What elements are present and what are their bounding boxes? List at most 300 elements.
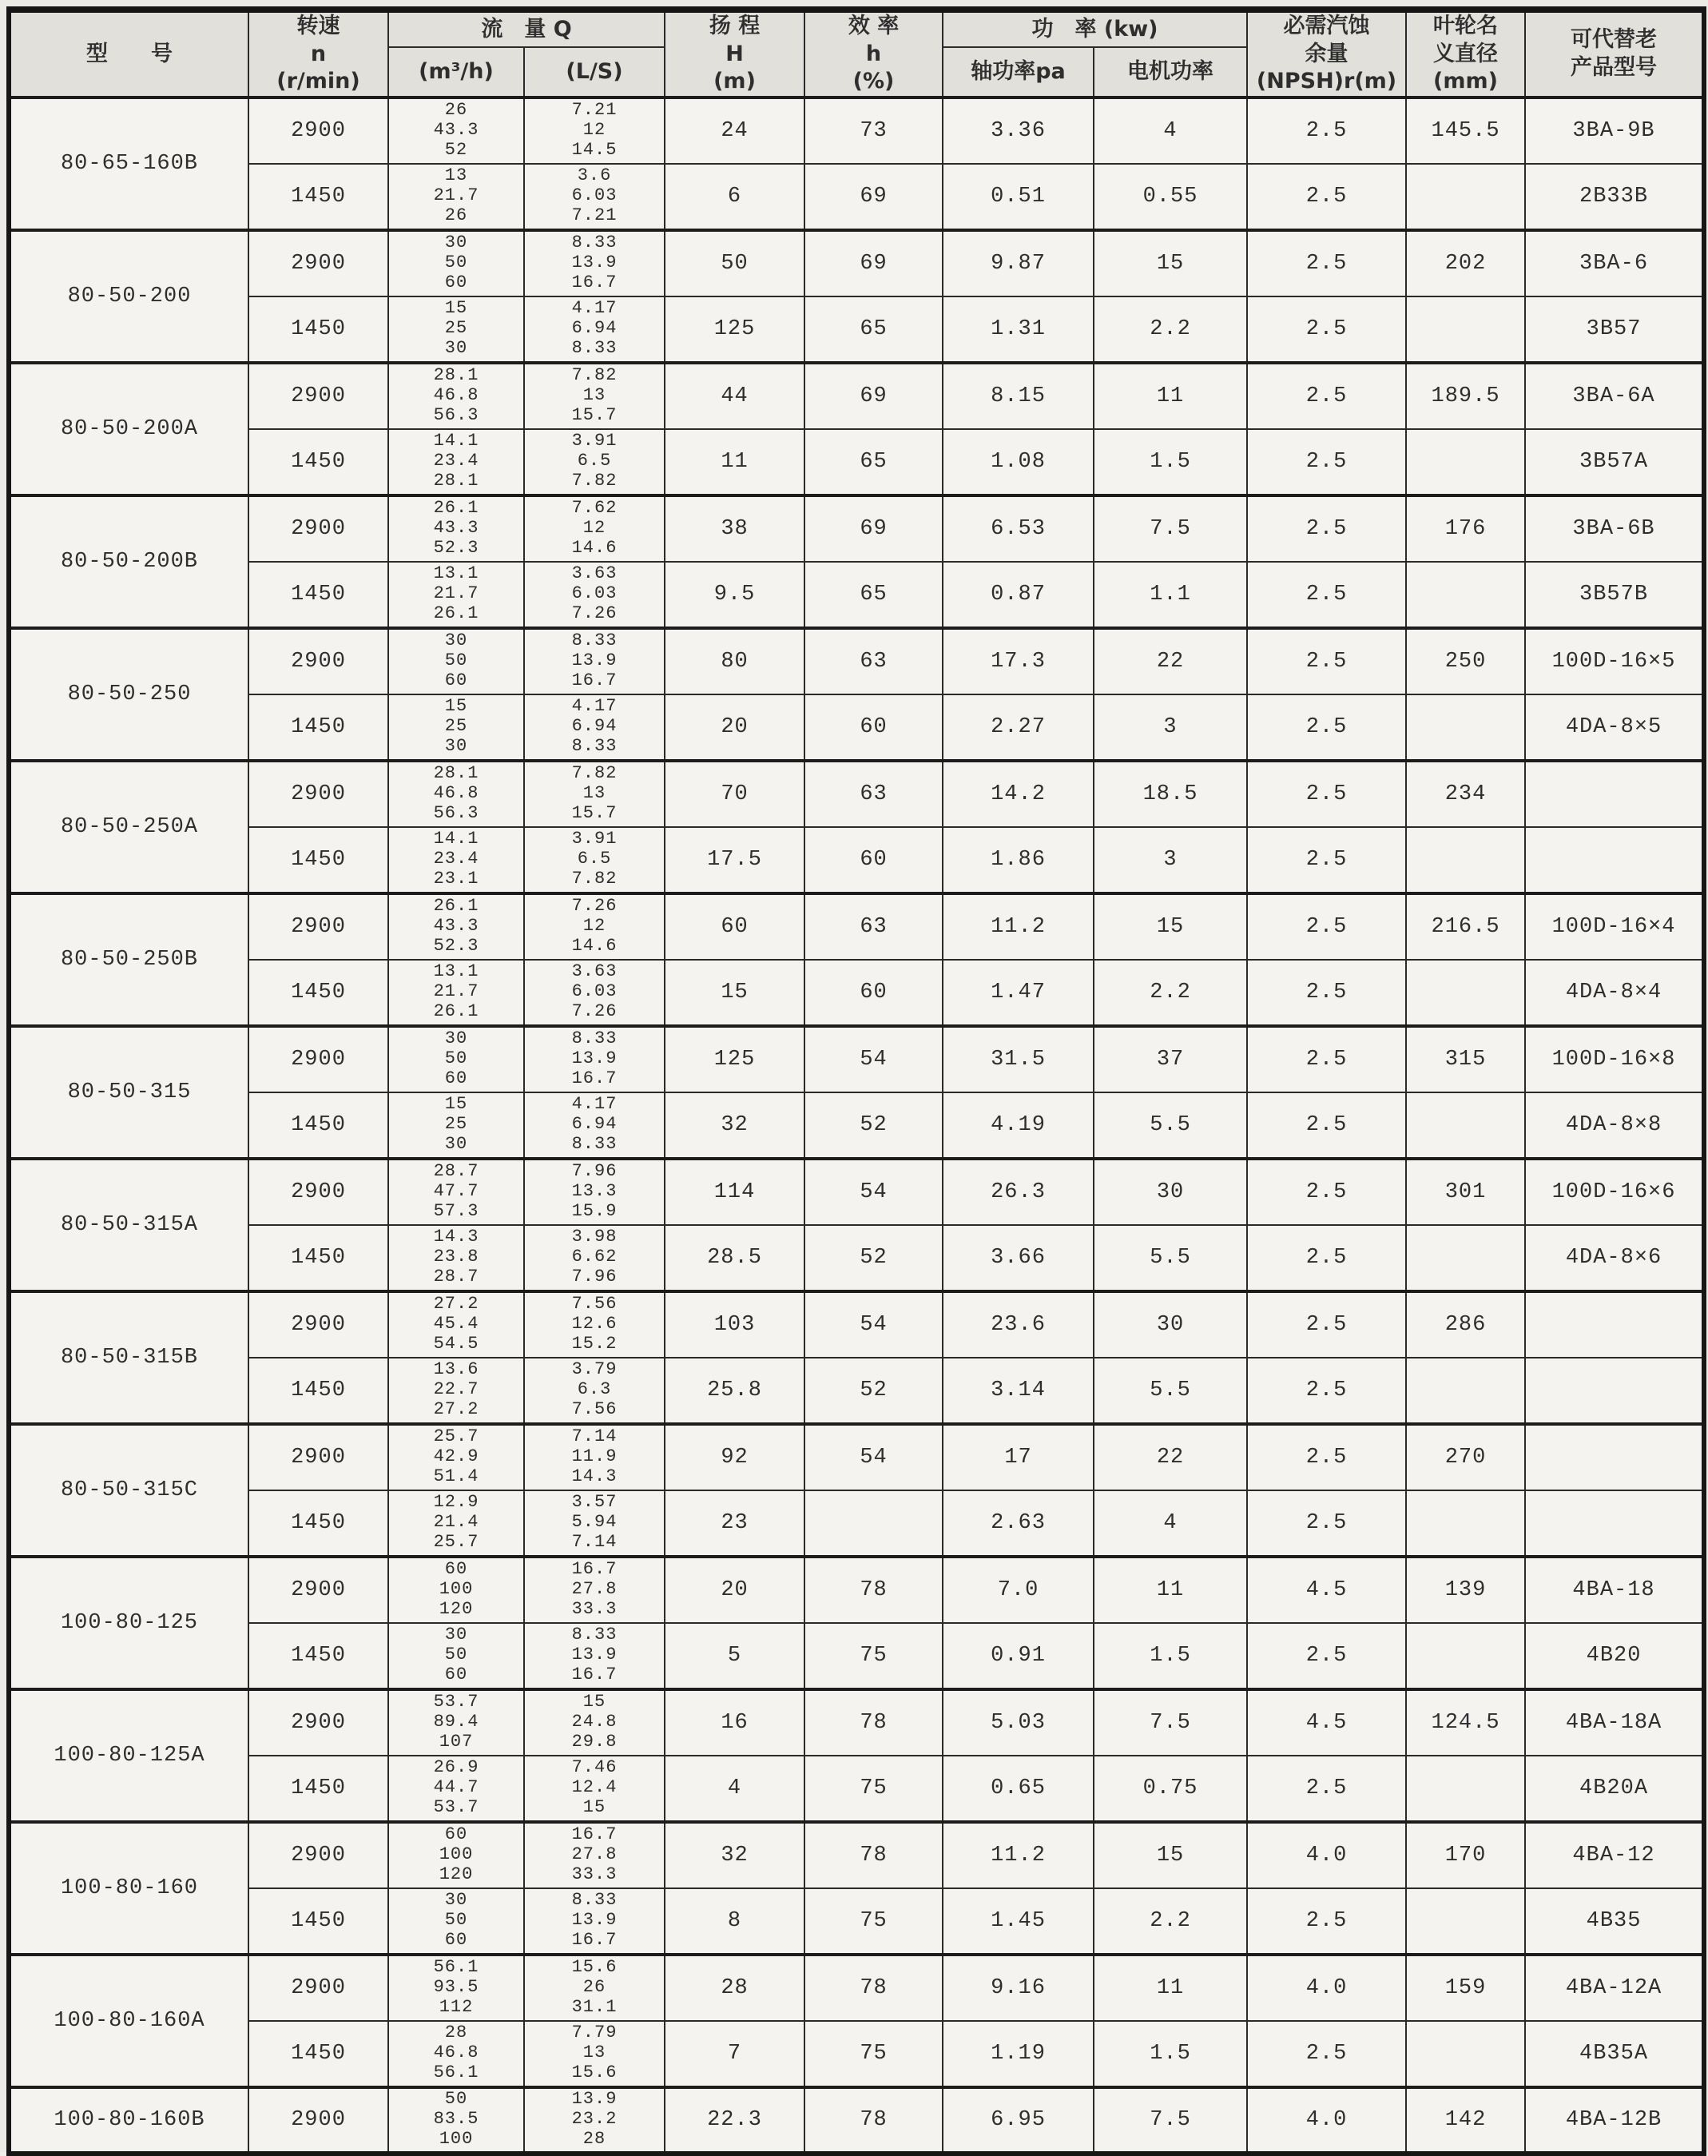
efficiency-cell: 60 (804, 694, 943, 761)
flow-ls-cell-value: 12.6 (571, 1314, 618, 1335)
flow-m3h-cell-value: 28.7 (433, 1267, 479, 1287)
flow-m3h-cell (388, 429, 524, 495)
table-row (9, 1424, 1704, 1490)
old-model-cell: 4BA-12 (1525, 1822, 1704, 1888)
head-cell: 22.3 (665, 2087, 804, 2154)
flow-m3h-cell-value: 120 (439, 1864, 474, 1885)
flow-m3h-cell-value: 56.3 (433, 803, 479, 824)
flow-ls-cell-value: 7.46 (571, 1757, 618, 1778)
flow-ls-cell-value: 3.6 (577, 165, 612, 186)
flow-ls-cell (524, 2087, 665, 2154)
flow-m3h-cell-value: 26 (444, 205, 468, 226)
shaft-power-cell: 26.3 (943, 1159, 1094, 1225)
table-header (9, 10, 1704, 97)
speed-cell: 2900 (248, 1424, 388, 1490)
flow-ls-cell-value: 12 (582, 518, 606, 539)
efficiency-cell: 78 (804, 1557, 943, 1623)
flow-ls-cell-value: 29.8 (571, 1732, 618, 1752)
head-cell: 125 (665, 296, 804, 363)
head-cell: 80 (665, 628, 804, 694)
flow-m3h-cell-value: 22.7 (433, 1379, 479, 1400)
shaft-power-cell: 9.87 (943, 230, 1094, 296)
motor-power-cell: 0.75 (1094, 1756, 1247, 1822)
flow-ls-cell (524, 1159, 665, 1225)
speed-cell: 2900 (248, 2087, 388, 2154)
flow-m3h-cell-value: 14.3 (433, 1227, 479, 1247)
flow-m3h-cell-value: 60 (444, 670, 468, 691)
flow-ls-cell-value: 16.7 (571, 1824, 618, 1845)
impeller-dia-cell (1406, 1490, 1525, 1557)
old-model-cell (1525, 761, 1704, 827)
flow-ls-cell-value: 31.1 (571, 1997, 618, 2018)
table-row (9, 1291, 1704, 1358)
flow-m3h-cell-value: 30 (444, 338, 468, 359)
efficiency-cell: 78 (804, 1955, 943, 2021)
old-model-cell: 4DA-8×8 (1525, 1092, 1704, 1159)
model-cell: 80-50-250B (9, 893, 248, 1026)
header-efficiency-unit: (%) (852, 69, 895, 94)
efficiency-cell: 54 (804, 1424, 943, 1490)
flow-ls-cell-value: 13.9 (571, 2089, 618, 2110)
shaft-power-cell: 1.08 (943, 429, 1094, 495)
flow-m3h-cell (388, 960, 524, 1026)
header-old-model (1525, 10, 1704, 97)
model-cell: 80-50-200A (9, 363, 248, 495)
flow-ls-cell-value: 33.3 (571, 1599, 618, 1620)
efficiency-cell: 78 (804, 1689, 943, 1756)
flow-m3h-cell-value: 21.7 (433, 185, 479, 206)
motor-power-cell: 1.5 (1094, 429, 1247, 495)
flow-ls-cell-value: 7.62 (571, 498, 618, 519)
flow-m3h-cell-value: 53.7 (433, 1692, 479, 1712)
shaft-power-cell: 7.0 (943, 1557, 1094, 1623)
speed-cell: 1450 (248, 960, 388, 1026)
header-motor-power (1094, 47, 1247, 97)
motor-power-cell: 2.2 (1094, 960, 1247, 1026)
motor-power-cell: 1.5 (1094, 1623, 1247, 1689)
flow-ls-cell-value: 7.26 (571, 1001, 618, 1022)
impeller-dia-cell (1406, 429, 1525, 495)
flow-m3h-cell (388, 1026, 524, 1092)
header-speed-line: n (310, 41, 327, 66)
shaft-power-cell: 6.53 (943, 495, 1094, 562)
flow-ls-cell (524, 1623, 665, 1689)
table-row (9, 1159, 1704, 1225)
motor-power-cell: 18.5 (1094, 761, 1247, 827)
table-row (9, 1689, 1704, 1756)
head-cell: 32 (665, 1822, 804, 1888)
npsh-cell: 2.5 (1247, 363, 1406, 429)
flow-ls-cell-value: 3.91 (571, 431, 618, 451)
flow-m3h-cell (388, 1557, 524, 1623)
flow-ls-cell-value: 13.9 (571, 1048, 618, 1069)
flow-m3h-cell-value: 30 (444, 736, 468, 757)
model-cell: 100-80-125 (9, 1557, 248, 1689)
impeller-dia-cell: 159 (1406, 1955, 1525, 2021)
header-motor-power-label: 电机功率 (1127, 58, 1214, 84)
impeller-dia-cell (1406, 164, 1525, 230)
flow-m3h-cell-value: 54.5 (433, 1334, 479, 1354)
old-model-cell: 4DA-8×5 (1525, 694, 1704, 761)
efficiency-cell: 69 (804, 363, 943, 429)
flow-m3h-cell-value: 42.9 (433, 1446, 479, 1467)
speed-cell: 1450 (248, 1490, 388, 1557)
flow-m3h-cell-value: 21.7 (433, 583, 479, 604)
flow-m3h-cell-value: 51.4 (433, 1466, 479, 1487)
flow-m3h-cell (388, 827, 524, 893)
npsh-cell: 2.5 (1247, 893, 1406, 960)
speed-cell: 2900 (248, 761, 388, 827)
flow-m3h-cell-value: 28 (444, 2023, 468, 2043)
flow-ls-cell-value: 15.9 (571, 1201, 618, 1222)
flow-ls-cell-value: 7.14 (571, 1532, 618, 1553)
model-cell: 80-50-200 (9, 230, 248, 363)
flow-ls-cell (524, 628, 665, 694)
flow-m3h-cell-value: 112 (439, 1997, 474, 2018)
header-impeller-line: 叶轮名 (1433, 14, 1499, 38)
flow-m3h-cell-value: 26.1 (433, 498, 479, 519)
flow-m3h-cell-value: 12.9 (433, 1492, 479, 1513)
flow-ls-cell (524, 1490, 665, 1557)
npsh-cell: 2.5 (1247, 1756, 1406, 1822)
npsh-cell: 4.0 (1247, 1822, 1406, 1888)
table-row (9, 97, 1704, 164)
flow-ls-cell (524, 363, 665, 429)
old-model-cell: 3BA-6 (1525, 230, 1704, 296)
table-row (9, 893, 1704, 960)
impeller-dia-cell (1406, 827, 1525, 893)
header-old-model-line: 产品型号 (1571, 54, 1658, 80)
motor-power-cell: 15 (1094, 230, 1247, 296)
shaft-power-cell: 3.36 (943, 97, 1094, 164)
table-row (9, 429, 1704, 495)
flow-m3h-cell-value: 23.8 (433, 1247, 479, 1267)
impeller-dia-cell (1406, 1358, 1525, 1424)
speed-cell: 2900 (248, 1291, 388, 1358)
flow-ls-cell-value: 15.7 (571, 405, 618, 426)
flow-m3h-cell (388, 1358, 524, 1424)
table-row (9, 2021, 1704, 2087)
flow-ls-cell (524, 296, 665, 363)
flow-m3h-cell-value: 15 (444, 1094, 468, 1115)
flow-m3h-cell-value: 25.7 (433, 1426, 479, 1447)
shaft-power-cell: 9.16 (943, 1955, 1094, 2021)
impeller-dia-cell (1406, 960, 1525, 1026)
flow-ls-cell-value: 7.21 (571, 205, 618, 226)
flow-m3h-cell (388, 363, 524, 429)
table-row (9, 562, 1704, 628)
npsh-cell: 2.5 (1247, 164, 1406, 230)
flow-m3h-cell-value: 14.1 (433, 431, 479, 451)
flow-ls-cell-value: 3.63 (571, 563, 618, 584)
shaft-power-cell: 11.2 (943, 1822, 1094, 1888)
shaft-power-cell: 11.2 (943, 893, 1094, 960)
flow-m3h-cell-value: 21.7 (433, 981, 479, 1002)
flow-m3h-cell (388, 1756, 524, 1822)
flow-ls-cell-value: 7.14 (571, 1426, 618, 1447)
npsh-cell: 2.5 (1247, 562, 1406, 628)
flow-m3h-cell-value: 100 (439, 1844, 474, 1865)
flow-m3h-cell (388, 1291, 524, 1358)
header-flow (388, 10, 665, 47)
flow-m3h-cell-value: 50 (444, 1910, 468, 1931)
flow-ls-cell-value: 7.82 (571, 471, 618, 491)
flow-m3h-cell-value: 28.1 (433, 365, 479, 386)
flow-m3h-cell-value: 30 (444, 1134, 468, 1155)
flow-ls-cell-value: 23.2 (571, 2109, 618, 2130)
old-model-cell: 2B33B (1525, 164, 1704, 230)
header-flow-ls-label: (L/S) (566, 58, 623, 84)
impeller-dia-cell: 301 (1406, 1159, 1525, 1225)
spec-table-body (9, 97, 1704, 2154)
flow-ls-cell-value: 15.2 (571, 1334, 618, 1354)
table-row (9, 1623, 1704, 1689)
table-row (9, 1822, 1704, 1888)
header-flow-m3h (388, 47, 524, 97)
header-efficiency-line: 效 率 (848, 14, 900, 38)
motor-power-cell: 5.5 (1094, 1358, 1247, 1424)
motor-power-cell: 5.5 (1094, 1225, 1247, 1291)
flow-m3h-cell-value: 28.1 (433, 471, 479, 491)
flow-m3h-cell-value: 13.1 (433, 563, 479, 584)
flow-m3h-cell-value: 43.3 (433, 120, 479, 141)
speed-cell: 2900 (248, 495, 388, 562)
impeller-dia-cell: 124.5 (1406, 1689, 1525, 1756)
header-shaft-power-label: 轴功率pa (971, 58, 1066, 84)
speed-cell: 2900 (248, 1557, 388, 1623)
flow-ls-cell (524, 1424, 665, 1490)
efficiency-cell: 65 (804, 296, 943, 363)
old-model-cell: 4B35 (1525, 1888, 1704, 1955)
flow-ls-cell-value: 7.82 (571, 365, 618, 386)
flow-ls-cell-value: 4.17 (571, 1094, 618, 1115)
head-cell: 44 (665, 363, 804, 429)
flow-m3h-cell-value: 47.7 (433, 1181, 479, 1202)
shaft-power-cell: 8.15 (943, 363, 1094, 429)
npsh-cell: 2.5 (1247, 827, 1406, 893)
flow-m3h-cell-value: 107 (439, 1732, 474, 1752)
header-shaft-power (943, 47, 1094, 97)
old-model-cell (1525, 1358, 1704, 1424)
flow-ls-cell-value: 7.56 (571, 1399, 618, 1420)
table-row (9, 960, 1704, 1026)
head-cell: 38 (665, 495, 804, 562)
efficiency-cell: 60 (804, 960, 943, 1026)
header-flow-ls (524, 47, 665, 97)
efficiency-cell: 54 (804, 1026, 943, 1092)
old-model-cell: 3B57A (1525, 429, 1704, 495)
motor-power-cell: 5.5 (1094, 1092, 1247, 1159)
efficiency-cell: 65 (804, 562, 943, 628)
efficiency-cell: 60 (804, 827, 943, 893)
flow-m3h-cell (388, 694, 524, 761)
impeller-dia-cell (1406, 562, 1525, 628)
shaft-power-cell: 17 (943, 1424, 1094, 1490)
flow-m3h-cell-value: 53.7 (433, 1797, 479, 1818)
header-impeller-unit: (mm) (1433, 69, 1498, 94)
flow-ls-cell-value: 8.33 (571, 1134, 618, 1155)
impeller-dia-cell (1406, 2021, 1525, 2087)
flow-ls-cell-value: 7.82 (571, 763, 618, 784)
head-cell: 25.8 (665, 1358, 804, 1424)
speed-cell: 1450 (248, 562, 388, 628)
header-model-label: 型 号 (86, 41, 173, 66)
motor-power-cell: 15 (1094, 893, 1247, 960)
old-model-cell: 100D-16×4 (1525, 893, 1704, 960)
flow-ls-cell (524, 2021, 665, 2087)
flow-ls-cell-value: 8.33 (571, 338, 618, 359)
old-model-cell: 3BA-6B (1525, 495, 1704, 562)
table-row (9, 1756, 1704, 1822)
header-npsh (1247, 10, 1406, 97)
header-head (665, 10, 804, 97)
speed-cell: 2900 (248, 628, 388, 694)
flow-m3h-cell-value: 52.3 (433, 538, 479, 559)
old-model-cell: 4BA-18 (1525, 1557, 1704, 1623)
old-model-cell: 4B35A (1525, 2021, 1704, 2087)
flow-ls-cell-value: 3.98 (571, 1227, 618, 1247)
head-cell: 15 (665, 960, 804, 1026)
flow-m3h-cell (388, 1822, 524, 1888)
flow-m3h-cell-value: 30 (444, 1625, 468, 1645)
model-cell: 80-65-160B (9, 97, 248, 230)
head-cell: 7 (665, 2021, 804, 2087)
head-cell: 50 (665, 230, 804, 296)
head-cell: 24 (665, 97, 804, 164)
speed-cell: 1450 (248, 2021, 388, 2087)
model-cell: 80-50-315 (9, 1026, 248, 1159)
flow-ls-cell-value: 8.33 (571, 736, 618, 757)
header-speed-line: 转速 (296, 14, 340, 38)
shaft-power-cell: 5.03 (943, 1689, 1094, 1756)
old-model-cell (1525, 1490, 1704, 1557)
impeller-dia-cell: 170 (1406, 1822, 1525, 1888)
flow-m3h-cell-value: 25 (444, 318, 468, 339)
flow-m3h-cell-value: 26 (444, 100, 468, 121)
flow-ls-cell-value: 24.8 (571, 1712, 618, 1732)
flow-ls-cell-value: 27.8 (571, 1579, 618, 1600)
flow-m3h-cell (388, 2087, 524, 2154)
flow-m3h-cell (388, 761, 524, 827)
old-model-cell: 100D-16×5 (1525, 628, 1704, 694)
flow-m3h-cell-value: 28.7 (433, 1161, 479, 1182)
flow-ls-cell-value: 7.26 (571, 896, 618, 917)
flow-m3h-cell (388, 1159, 524, 1225)
head-cell: 20 (665, 694, 804, 761)
flow-m3h-cell-value: 60 (444, 1824, 468, 1845)
header-old-model-line: 可代替老 (1571, 27, 1658, 53)
speed-cell: 1450 (248, 429, 388, 495)
shaft-power-cell: 0.87 (943, 562, 1094, 628)
npsh-cell: 2.5 (1247, 1092, 1406, 1159)
flow-m3h-cell-value: 23.1 (433, 869, 479, 889)
head-cell: 114 (665, 1159, 804, 1225)
old-model-cell: 4B20A (1525, 1756, 1704, 1822)
flow-m3h-cell-value: 50 (444, 650, 468, 671)
impeller-dia-cell: 250 (1406, 628, 1525, 694)
flow-m3h-cell-value: 52.3 (433, 936, 479, 957)
efficiency-cell: 75 (804, 1623, 943, 1689)
header-row-1 (9, 10, 1704, 47)
impeller-dia-cell (1406, 1623, 1525, 1689)
table-row (9, 1026, 1704, 1092)
flow-m3h-cell-value: 15 (444, 298, 468, 319)
motor-power-cell: 2.2 (1094, 1888, 1247, 1955)
shaft-power-cell: 1.31 (943, 296, 1094, 363)
flow-ls-cell-value: 6.03 (571, 583, 618, 604)
flow-m3h-cell-value: 56.1 (433, 2063, 479, 2083)
header-power-label: 功 率 (kw) (1031, 16, 1158, 42)
npsh-cell: 2.5 (1247, 429, 1406, 495)
flow-m3h-cell-value: 26.1 (433, 1001, 479, 1022)
flow-ls-cell-value: 14.3 (571, 1466, 618, 1487)
table-row (9, 761, 1704, 827)
efficiency-cell: 63 (804, 761, 943, 827)
flow-m3h-cell (388, 230, 524, 296)
flow-ls-cell-value: 7.26 (571, 603, 618, 624)
flow-ls-cell-value: 15 (582, 1797, 606, 1818)
flow-ls-cell-value: 12 (582, 916, 606, 937)
speed-cell: 1450 (248, 1225, 388, 1291)
npsh-cell: 2.5 (1247, 1291, 1406, 1358)
header-speed-unit: (r/min) (276, 69, 360, 94)
old-model-cell (1525, 1291, 1704, 1358)
old-model-cell: 100D-16×8 (1525, 1026, 1704, 1092)
flow-m3h-cell (388, 1424, 524, 1490)
npsh-cell: 4.0 (1247, 1955, 1406, 2021)
npsh-cell: 2.5 (1247, 1888, 1406, 1955)
motor-power-cell: 22 (1094, 1424, 1247, 1490)
speed-cell: 1450 (248, 1092, 388, 1159)
impeller-dia-cell (1406, 1888, 1525, 1955)
flow-m3h-cell-value: 43.3 (433, 518, 479, 539)
head-cell: 23 (665, 1490, 804, 1557)
table-row (9, 694, 1704, 761)
flow-ls-cell-value: 16.7 (571, 1665, 618, 1685)
shaft-power-cell: 6.95 (943, 2087, 1094, 2154)
speed-cell: 1450 (248, 1756, 388, 1822)
header-efficiency-line: h (865, 41, 882, 66)
head-cell: 125 (665, 1026, 804, 1092)
flow-ls-cell-value: 7.79 (571, 2023, 618, 2043)
flow-ls-cell-value: 13 (582, 2043, 606, 2063)
flow-ls-cell-value: 14.6 (571, 538, 618, 559)
impeller-dia-cell: 286 (1406, 1291, 1525, 1358)
flow-ls-cell-value: 15.6 (571, 1957, 618, 1978)
flow-ls-cell-value: 8.33 (571, 1625, 618, 1645)
motor-power-cell: 15 (1094, 1822, 1247, 1888)
flow-ls-cell-value: 6.94 (571, 1114, 618, 1135)
motor-power-cell: 7.5 (1094, 1689, 1247, 1756)
flow-ls-cell-value: 7.96 (571, 1267, 618, 1287)
header-efficiency (804, 10, 943, 97)
efficiency-cell: 69 (804, 164, 943, 230)
flow-ls-cell (524, 1026, 665, 1092)
flow-ls-cell (524, 1557, 665, 1623)
table-row (9, 1955, 1704, 2021)
model-cell: 100-80-125A (9, 1689, 248, 1822)
flow-ls-cell-value: 5.94 (571, 1512, 618, 1533)
motor-power-cell: 11 (1094, 1557, 1247, 1623)
impeller-dia-cell: 139 (1406, 1557, 1525, 1623)
header-npsh-unit: (NPSH)r(m) (1256, 69, 1397, 94)
shaft-power-cell: 1.19 (943, 2021, 1094, 2087)
efficiency-cell: 78 (804, 1822, 943, 1888)
old-model-cell: 3BA-9B (1525, 97, 1704, 164)
speed-cell: 2900 (248, 363, 388, 429)
shaft-power-cell: 31.5 (943, 1026, 1094, 1092)
speed-cell: 1450 (248, 1358, 388, 1424)
